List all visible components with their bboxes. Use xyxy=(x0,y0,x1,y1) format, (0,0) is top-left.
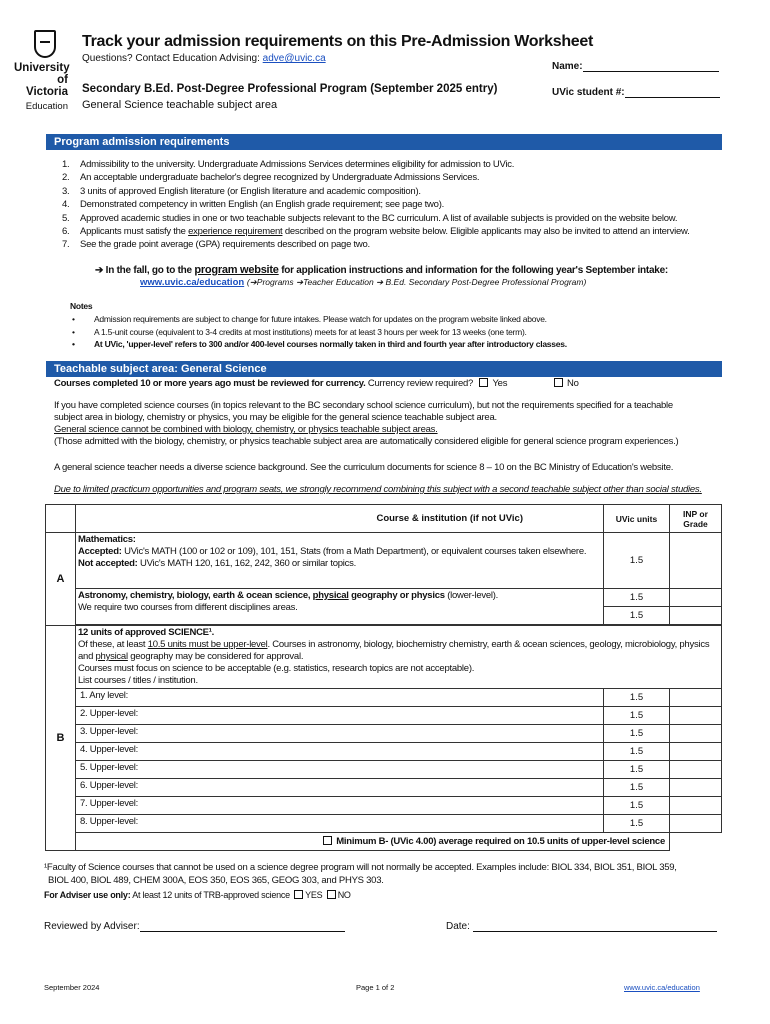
grade-cell[interactable] xyxy=(670,743,722,761)
program-website-link[interactable]: program website xyxy=(194,264,279,276)
minimum-average-checkbox[interactable] xyxy=(323,836,332,845)
list-item: 6. Applicants must satisfy the experience requirement described on the program website below. Eligible applicants may also be invited to attend an interview. xyxy=(62,226,690,238)
course-entry-row[interactable]: 5. Upper-level: xyxy=(76,761,604,779)
course-table xyxy=(45,504,722,851)
list-item: 3. 3 units of approved English literature (or English literature and academic composition). xyxy=(62,185,421,197)
course-entry-row[interactable]: 7. Upper-level: xyxy=(76,797,604,815)
science-upper-requirement: 12 units of approved SCIENCE¹. Of these, at least 10.5 units must be upper-level. Courses in astronomy, biology, biochemistry chemistry, earth & ocean sciences, geology, microbiology, physics and physical geography may be considered for approval. Courses must focus on science to be acceptable (e.g. statistics, research topics are not acceptable). List courses / titles / institution. xyxy=(76,626,722,689)
experience-requirement-link[interactable]: experience requirement xyxy=(188,226,283,238)
date-label: Date: xyxy=(446,921,470,932)
student-number-input-line[interactable] xyxy=(625,87,720,98)
grade-cell[interactable] xyxy=(670,589,722,607)
requirements-heading: Program admission requirements xyxy=(46,134,722,150)
footnote: ¹Faculty of Science courses that cannot be used on a science degree program will not normally be accepted. Examples include: BIOL 334, BIOL 351, BIOL 359, BIOL 400, BIOL 489, CHEM 300A, EOS 350, EOS 365, GEOG 303, and PHYS 303. xyxy=(44,862,677,886)
empty-cell xyxy=(670,833,722,851)
grade-cell[interactable] xyxy=(670,607,722,625)
currency-no-checkbox[interactable] xyxy=(554,378,563,387)
footer-url-link[interactable]: www.uvic.ca/education xyxy=(624,983,700,992)
grade-cell[interactable] xyxy=(670,725,722,743)
list-item: 4. Demonstrated competency in written English (an English grade requirement; see page two). xyxy=(62,199,445,211)
grade-column-header: INP or Grade xyxy=(670,505,722,533)
logo-victoria: of Victoria xyxy=(26,74,68,98)
math-units: 1.5 xyxy=(604,533,670,589)
footer-date: September 2024 xyxy=(44,983,100,992)
grade-cell[interactable] xyxy=(670,797,722,815)
student-number-field[interactable] xyxy=(552,87,720,98)
questions-label: Questions? Contact Education Advising: xyxy=(82,53,260,64)
science-lower-units-1: 1.5 xyxy=(604,589,670,607)
fall-instructions: ➔ In the fall, go to the program website for application instructions and information for the following year's September intake: xyxy=(95,264,668,276)
teachable-heading: Teachable subject area: General Science xyxy=(46,361,722,377)
grade-cell[interactable] xyxy=(670,689,722,707)
general-science-description: If you have completed science courses (in topics relevant to the BC secondary school science curriculum), but not the requirements specified for a teachable subject area in biology, chemistry or physics, you may be eligible for the general science teachable subject area. General science cannot be combined with biology, chemistry, or physics teachable subject areas. (Those admitted with the biology, chemistry, or physics teachable subject area are automatically considered eligible for general science program experiences.) xyxy=(54,400,679,447)
currency-line: Courses completed 10 or more years ago must be reviewed for currency. Currency review required? Yes No xyxy=(54,378,579,389)
units-cell: 1.5 xyxy=(604,779,670,797)
footer-page: Page 1 of 2 xyxy=(356,983,395,992)
units-cell: 1.5 xyxy=(604,761,670,779)
requirements-list xyxy=(56,158,736,252)
units-cell: 1.5 xyxy=(604,707,670,725)
notes xyxy=(70,300,567,351)
name-label: Name: xyxy=(552,61,583,72)
list-item: 5. Approved academic studies in one or two teachable subjects relevant to the BC curriculum. A list of available subjects is provided on the website below. xyxy=(62,212,678,224)
logo-university: University xyxy=(14,62,70,74)
course-column-header: Course & institution (if not UVic) xyxy=(76,505,604,533)
recommendation-text: Due to limited practicum opportunities and program seats, we strongly recommend combining this subject with a second teachable subject other than social studies. xyxy=(54,484,702,495)
grade-cell[interactable] xyxy=(670,707,722,725)
science-lower-units-2: 1.5 xyxy=(604,607,670,625)
list-item: 1. Admissibility to the university. Undergraduate Admissions Services determines eligibility for admission to UVic. xyxy=(62,159,515,170)
group-a-label: A xyxy=(46,533,76,626)
math-requirement[interactable]: Mathematics: Accepted: UVic's MATH (100 or 102 or 109), 101, 151, Stats (from a Math Department), or equivalent courses taken elsewhere. Not accepted: UVic's MATH 120, 161, 162, 242, 360 or similar topics. xyxy=(76,533,604,589)
adviser-line: For Adviser use only: At least 12 units of TRB-approved science YES NO xyxy=(44,890,351,900)
program-url-link[interactable]: www.uvic.ca/education xyxy=(140,277,245,288)
units-cell: 1.5 xyxy=(604,815,670,833)
contact-email-link[interactable]: adve@uvic.ca xyxy=(262,53,326,64)
university-logo xyxy=(14,30,74,112)
subject-area: General Science teachable subject area xyxy=(82,99,278,111)
course-entry-row[interactable]: 8. Upper-level: xyxy=(76,815,604,833)
course-entry-row[interactable]: 2. Upper-level: xyxy=(76,707,604,725)
science-lower-requirement[interactable]: Astronomy, chemistry, biology, earth & ocean science, physical geography or physics (lower-level). We require two courses from different disciplines areas. xyxy=(76,589,604,625)
list-item: • Admission requirements are subject to change for future intakes. Please watch for updates on the program website linked above. xyxy=(72,313,567,326)
notes-label: Notes xyxy=(70,301,93,311)
crest-icon xyxy=(34,30,56,58)
reviewed-by-label: Reviewed by Adviser: xyxy=(44,921,140,932)
list-item: • At UVic, 'upper-level' refers to 300 and/or 400-level courses normally taken in third and fourth year after introductory classes. xyxy=(72,338,567,351)
course-entry-row[interactable]: 4. Upper-level: xyxy=(76,743,604,761)
diverse-background-text: A general science teacher needs a diverse science background. See the curriculum documents for science 8 – 10 on the BC Ministry of Education's website. xyxy=(54,462,674,473)
grade-cell[interactable] xyxy=(670,761,722,779)
units-cell: 1.5 xyxy=(604,797,670,815)
grade-cell[interactable] xyxy=(670,779,722,797)
arrow-right-icon: ➔ xyxy=(95,265,104,276)
list-item: • A 1.5-unit course (equivalent to 3-4 credits at most institutions) meets for at least 3 hours per week for 13 weeks (one term). xyxy=(72,326,567,339)
name-field[interactable] xyxy=(552,61,719,72)
minimum-average-row: Minimum B- (UVic 4.00) average required on 10.5 units of upper-level science xyxy=(76,833,670,851)
adviser-yes-checkbox[interactable] xyxy=(294,890,303,899)
currency-yes-checkbox[interactable] xyxy=(479,378,488,387)
list-item: 7. See the grade point average (GPA) requirements described on page two. xyxy=(62,239,370,251)
contact-line xyxy=(82,53,326,64)
program-url-line xyxy=(140,277,586,288)
name-input-line[interactable] xyxy=(583,61,719,72)
course-entry-row[interactable]: 3. Upper-level: xyxy=(76,725,604,743)
table-corner xyxy=(46,505,76,533)
date-line[interactable] xyxy=(473,921,717,932)
units-cell: 1.5 xyxy=(604,689,670,707)
list-item: 2. An acceptable undergraduate bachelor's degree recognized by Undergraduate Admissions Services. xyxy=(62,172,480,184)
page-title: Track your admission requirements on this Pre-Admission Worksheet xyxy=(82,33,594,50)
adviser-no-checkbox[interactable] xyxy=(327,890,336,899)
program-url-path: (➔Programs ➔Teacher Education ➔ B.Ed. Secondary Post-Degree Professional Program) xyxy=(246,277,587,287)
units-cell: 1.5 xyxy=(604,725,670,743)
course-entry-row[interactable]: 1. Any level: xyxy=(76,689,604,707)
program-title: Secondary B.Ed. Post-Degree Professional Program (September 2025 entry) xyxy=(82,83,498,95)
date-field[interactable] xyxy=(446,921,717,932)
logo-faculty: Education xyxy=(25,101,68,112)
grade-cell[interactable] xyxy=(670,533,722,589)
student-number-label: UVic student #: xyxy=(552,87,625,98)
units-cell: 1.5 xyxy=(604,743,670,761)
units-column-header: UVic units xyxy=(604,505,670,533)
reviewed-by-line[interactable] xyxy=(140,921,345,932)
course-entry-row[interactable]: 6. Upper-level: xyxy=(76,779,604,797)
reviewed-by-field[interactable] xyxy=(44,921,345,932)
grade-cell[interactable] xyxy=(670,815,722,833)
group-b-label: B xyxy=(46,626,76,851)
